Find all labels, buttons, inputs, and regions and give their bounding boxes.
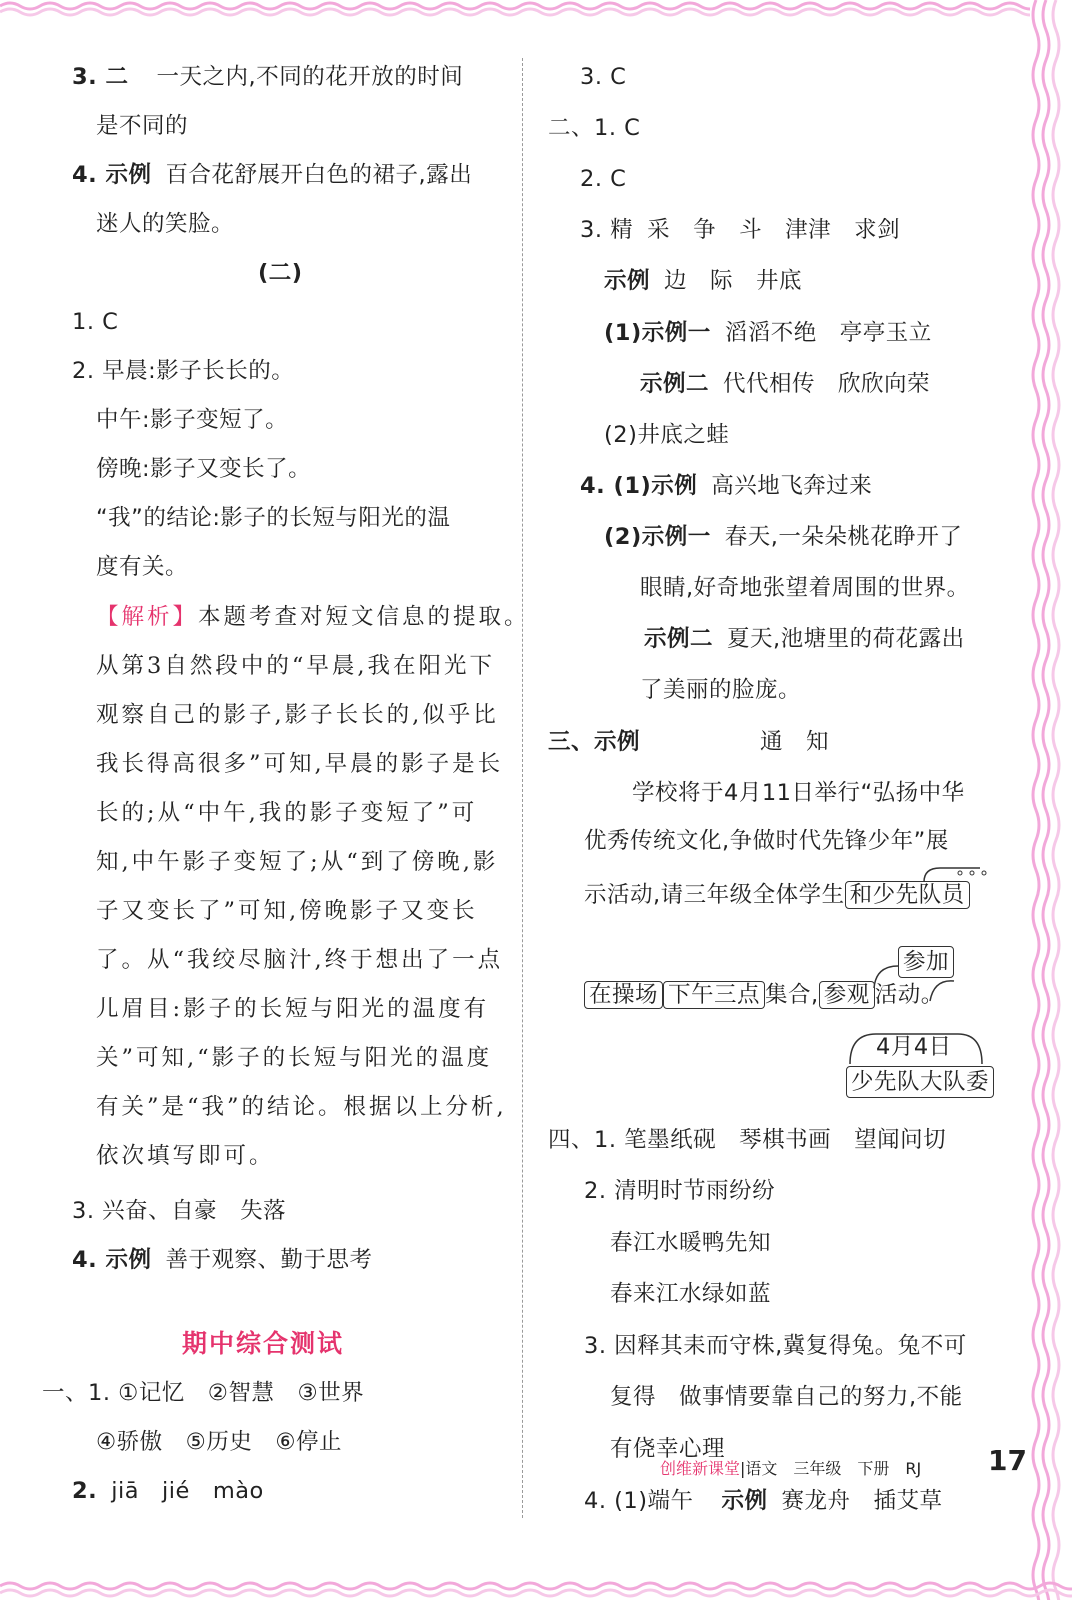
pinyin-answer: jiā jié mào [111, 1478, 264, 1504]
answer-line: 3. 精 采 争 斗 津津 求剑 [580, 217, 901, 243]
answer-line: (1)示例一 滔滔不绝 亭亭玉立 [604, 320, 932, 346]
wavy-border-bottom [0, 1578, 1072, 1600]
answer-line: 4. 示例 百合花舒展开白色的裙子,露出 [72, 162, 473, 188]
answer-line: 三、示例 通 知 [548, 729, 830, 755]
answer-line: 迷人的笑脸。 [96, 211, 235, 237]
insertion-arrow-icon [928, 975, 958, 1003]
answer-line: 3. 二 一天之内,不同的花开放的时间 [72, 64, 464, 90]
notice-line: 示活动,请三年级全体学生 和少先队员 [584, 880, 970, 910]
answer-line: 度有关。 [96, 554, 189, 580]
page-number: 17 [988, 1444, 1027, 1477]
answer-line: 示例二 夏天,池塘里的荷花露出 [644, 626, 965, 652]
answer-line: ④骄傲 ⑤历史 ⑥停止 [96, 1429, 343, 1455]
wavy-border-top [0, 0, 1072, 22]
answer-line: 2. 早晨:影子长长的。 [72, 358, 295, 384]
book-info: |语文 三年级 下册 RJ [740, 1459, 922, 1478]
notice-line: 在操场 下午三点 集合, 参观 活动。 [584, 980, 944, 1010]
answer-line: 示例 边 际 井底 [604, 268, 803, 294]
answer-line: “我”的结论:影子的长短与阳光的温 [96, 505, 451, 531]
inserted-text-box: 在操场 [584, 981, 663, 1009]
analysis-tag: 【解析】 [96, 604, 199, 630]
inserted-text-box: 下午三点 [663, 981, 765, 1009]
inserted-text-box: 和少先队员 [845, 881, 970, 909]
inserted-text-box: 参加 [898, 946, 954, 978]
answer-line: 3. 兴奋、自豪 失落 [72, 1198, 287, 1224]
answer-line: 眼睛,好奇地张望着周围的世界。 [640, 575, 970, 601]
inserted-text-box: 少先队大队委 [846, 1066, 994, 1098]
wavy-border-right [1030, 0, 1072, 1600]
analysis-line: 我长得高很多”可知,早晨的影子是长 [96, 751, 504, 777]
answer-line: 了美丽的脸庞。 [640, 677, 802, 703]
answer-line: 二、1. C [548, 115, 641, 141]
answer-line: 2. jiā jié mào [72, 1478, 264, 1504]
section-title: 期中综合测试 [182, 1329, 345, 1358]
inserted-text-box: 参观 [819, 981, 875, 1009]
answer-line: 春江水暖鸭先知 [610, 1230, 772, 1256]
analysis-line: 关”可知,“影子的长短与阳光的温度 [96, 1045, 493, 1071]
analysis-line: 依次填写即可。 [96, 1143, 275, 1169]
answer-line: 4. (1)端午 示例 赛龙舟 插艾草 [584, 1488, 943, 1514]
analysis-line: 【解析】本题考查对短文信息的提取。 [96, 604, 530, 630]
notice-line: 学校将于4月11日举行“弘扬中华 [632, 780, 965, 806]
analysis-line: 有关”是“我”的结论。根据以上分析, [96, 1094, 507, 1120]
answer-line: 4. (1)示例 高兴地飞奔过来 [580, 473, 873, 499]
analysis-line: 了。从“我绞尽脑汁,终于想出了一点 [96, 947, 504, 973]
answer-line: (2)井底之蛙 [604, 422, 730, 448]
answer-line: 中午:影子变短了。 [96, 407, 289, 433]
answer-line: 四、1. 笔墨纸砚 琴棋书画 望闻问切 [548, 1127, 947, 1153]
answer-line: 一、1. ①记忆 ②智慧 ③世界 [42, 1380, 365, 1406]
answer-line: 春来江水绿如蓝 [610, 1281, 772, 1307]
answer-line: 1. C [72, 309, 119, 335]
analysis-line: 长的;从“中午,我的影子变短了”可 [96, 800, 478, 826]
analysis-line: 儿眉目:影子的长短与阳光的温度有 [96, 996, 490, 1022]
answer-line: 4. 示例 善于观察、勤于思考 [72, 1247, 373, 1273]
answer-line: 示例二 代代相传 欣欣向荣 [640, 371, 931, 397]
analysis-line: 子又变长了”可知,傍晚影子又变长 [96, 898, 478, 924]
analysis-line: 观察自己的影子,影子长长的,似乎比 [96, 702, 499, 728]
page-footer [660, 1456, 921, 1479]
notice-line: 优秀传统文化,争做时代先锋少年”展 [584, 828, 949, 854]
subsection-heading: (二) [258, 260, 303, 286]
answer-line: 3. 因释其耒而守株,冀复得兔。兔不可 [584, 1333, 967, 1359]
date-bracket-icon [846, 1030, 986, 1066]
answer-line: (2)示例一 春天,一朵朵桃花睁开了 [604, 524, 963, 550]
answer-line: 3. C [580, 64, 627, 90]
answer-line: 2. C [580, 166, 627, 192]
analysis-line: 知,中午影子变短了;从“到了傍晚,影 [96, 849, 499, 875]
answer-line: 有侥幸心理 [610, 1436, 726, 1462]
analysis-line: 从第3自然段中的“早晨,我在阳光下 [96, 653, 495, 679]
answer-line: 2. 清明时节雨纷纷 [584, 1178, 776, 1204]
column-divider [522, 58, 523, 1518]
answer-line: 是不同的 [96, 113, 189, 139]
inserted-date: 4月4日 [876, 1034, 952, 1060]
answer-line: 傍晚:影子又变长了。 [96, 456, 312, 482]
answer-line: 复得 做事情要靠自己的努力,不能 [610, 1384, 963, 1410]
brand-name: 创维新课堂 [660, 1459, 741, 1478]
correction-mark-icon [920, 862, 992, 884]
